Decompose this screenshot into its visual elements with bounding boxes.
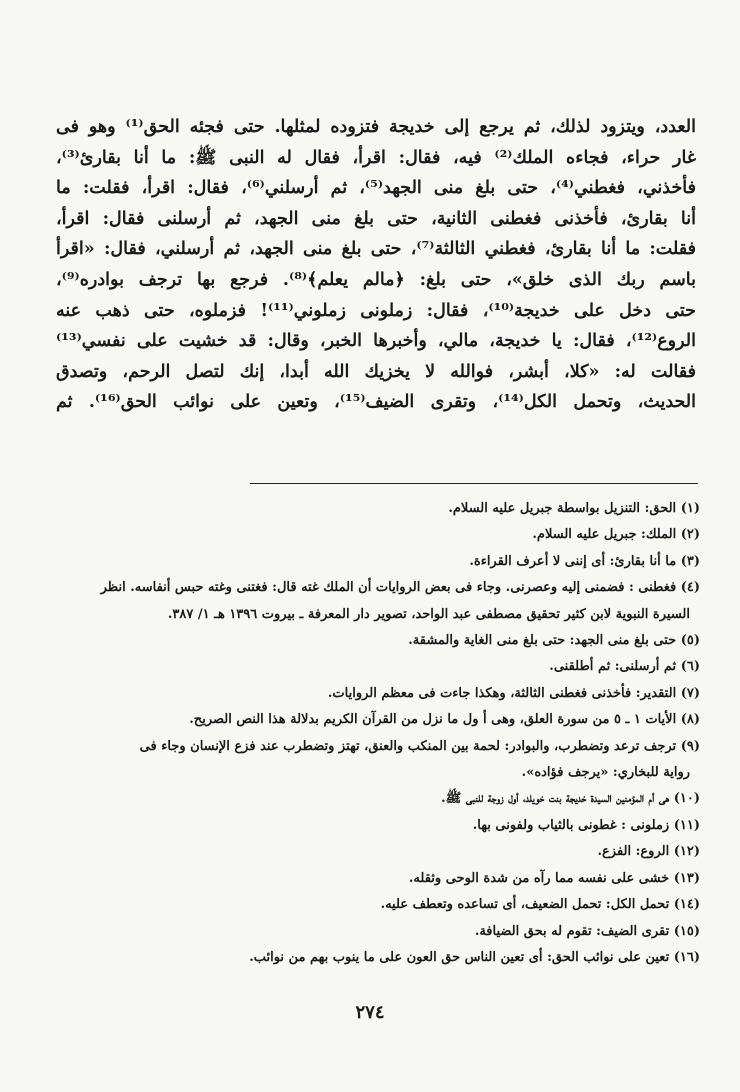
footnote: (٤) فغطنى : فضمنى إليه وعصرنى. وجاء فى بعض الروايات أن الملك غته قال: فغتنى وغته حبس أنفاسه. انظر (100, 580, 700, 596)
footnote: (١٣) خشى على نفسه مما رآه من شدة الوحى وثقله. (408, 870, 700, 886)
footnote: (٢) الملك: جبريل عليه السلام. (532, 527, 700, 543)
text-line: باسم ربك الذى خلق»، حتى بلغ: ﴿مالم يعلم﴾⁽⁸⁾. فرجع بها ترجف بوادره⁽⁹⁾، (56, 269, 696, 290)
text-line: فأخذني، فغطني⁽⁴⁾، حتى بلغ منى الجهد⁽⁵⁾، ثم أرسلني⁽⁶⁾، فقال: اقرأ، فقلت: ما (56, 178, 696, 199)
footnote: (٥) حتى بلغ منى الجهد: حتى بلغ منى الغاية والمشقة. (408, 633, 700, 649)
footnote: (١١) زملونى : غطونى بالثياب ولفونى بها. (472, 817, 700, 833)
page-number: ٢٧٤ (355, 1002, 385, 1023)
footnote: (١٤) تحمل الكل: تحمل الضعيف، أى تساعده وتعطف عليه. (380, 897, 700, 913)
text-line: فقلت: ما أنا بقارئ، فغطني الثالثة⁽⁷⁾، حتى بلغ منى الجهد، ثم أرسلني، فقال: «اقرأ (56, 239, 696, 260)
text-line: أنا بقارئ، فأخذنى فغطنى الثانية، حتى بلغ منى الجهد، ثم أرسلنى فقال: اقرأ، (56, 208, 696, 229)
footnote: (٩) ترجف ترعد وتضطرب، والبوادر: لحمة بين المنكب والعنق، تهتز وتضطرب عند فزع الإنسان وجاء فى (139, 738, 700, 754)
footnote: (٨) الأيات ١ ـ ٥ من سورة العلق، وهى أ ول ما نزل من القرآن الكريم بدلالة هذا النص الصريح. (189, 712, 700, 728)
footnote-continuation: السيرة النبوية لابن كثير تحقيق مصطفى عبد الواحد، تصوير دار المعرفة ـ بيروت ١٣٩٦ هـ ١/ ٣٨٧. (167, 606, 690, 622)
text-line: فقالت له: «كلا، أبشر، فوالله لا يخزيك الله أبدا، إنك لتصل الرحم، وتصدق (56, 361, 696, 382)
main-text (56, 112, 696, 418)
footnote: (٦) ثم أرسلنى: ثم أطلقنى. (549, 659, 700, 675)
text-line: حتى دخل على خديجة⁽¹⁰⁾، فقال: زملونى زملوني⁽¹¹⁾! فزملوه، حتى ذهب عنه (56, 300, 696, 321)
text-line: غار حراء، فجاءه الملك⁽²⁾ فيه، فقال: اقرأ، فقال له النبى ﷺ: ما أنا بقارئ⁽³⁾، (56, 147, 696, 168)
footnote: (١٦) تعين على نوائب الحق: أى تعين الناس حق العون على ما ينوب بهم من نوائب. (249, 949, 700, 965)
text-line: الروع⁽¹²⁾، فقال: يا خديجة، مالي، وأخبرها الخبر، وقال: قد خشيت على نفسي⁽¹³⁾ (56, 331, 696, 352)
footnote-separator (250, 483, 698, 484)
footnote-continuation: رواية للبخاري: «يرجف فؤاده». (521, 765, 690, 781)
footnote: (٣) ما أنا بقارئ: أى إننى لا أعرف القراءة. (469, 553, 700, 569)
footnote: (٧) التقدير: فأخذنى فغطنى الثالثة، وهكذا جاءت فى معظم الروايات. (327, 685, 700, 701)
footnote: (١٢) الروع: الفزع. (597, 844, 700, 860)
footnotes (40, 496, 700, 971)
footnote: (١) الحق: التنزيل بواسطة جبريل عليه السلام. (448, 501, 700, 516)
text-line: العدد، ويتزود لذلك، ثم يرجع إلى خديجة فتزوده لمثلها. حتى فجئه الحق⁽¹⁾ وهو فى (56, 117, 696, 137)
footnote: (١٥) تقرى الضيف: تقوم له بحق الضيافة. (474, 923, 700, 939)
text-line: الحديث، وتحمل الكل⁽¹⁴⁾، وتقرى الضيف⁽¹⁵⁾، وتعين على نوائب الحق⁽¹⁶⁾. ثم (56, 392, 696, 413)
footnote: (١٠) هى أم المؤمنين السيدة خديجة بنت خويلد، أول زوجة للنبى ﷺ. (441, 791, 700, 807)
